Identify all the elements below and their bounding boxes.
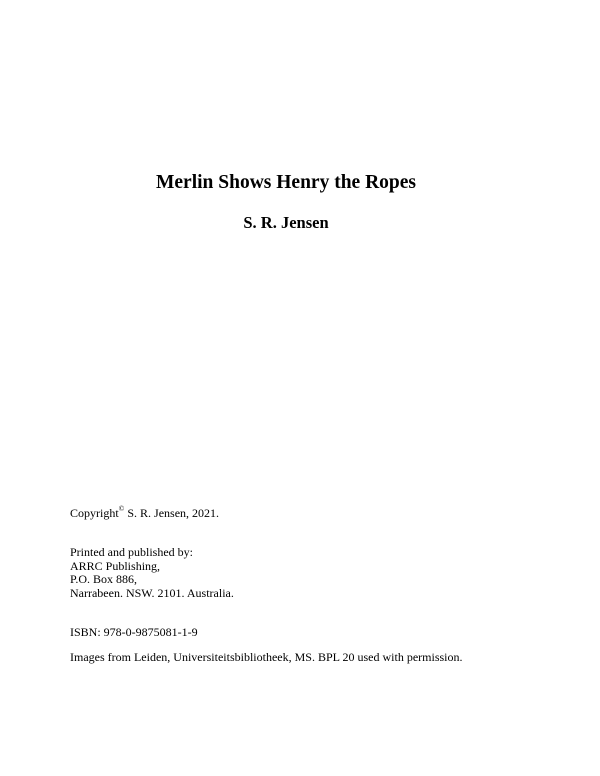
book-title: Merlin Shows Henry the Ropes — [156, 172, 416, 193]
publisher-line: P.O. Box 886, — [70, 572, 138, 587]
copyright-prefix: Copyright — [70, 506, 119, 520]
publisher-block — [70, 546, 234, 600]
images-permission-note: Images from Leiden, Universiteitsbibliotheek, MS. BPL 20 used with permission. — [70, 650, 463, 664]
book-author: S. R. Jensen — [243, 213, 329, 232]
publisher-line: ARRC Publishing, — [70, 558, 161, 573]
publisher-line: Narrabeen. NSW. 2101. Australia. — [70, 585, 234, 600]
publisher-line: Printed and published by: — [70, 545, 193, 559]
copyright-notice — [70, 504, 220, 521]
copyright-holder: S. R. Jensen, 2021. — [124, 506, 220, 520]
copyright-symbol: © — [118, 504, 125, 513]
isbn: ISBN: 978-0-9875081-1-9 — [70, 625, 198, 639]
